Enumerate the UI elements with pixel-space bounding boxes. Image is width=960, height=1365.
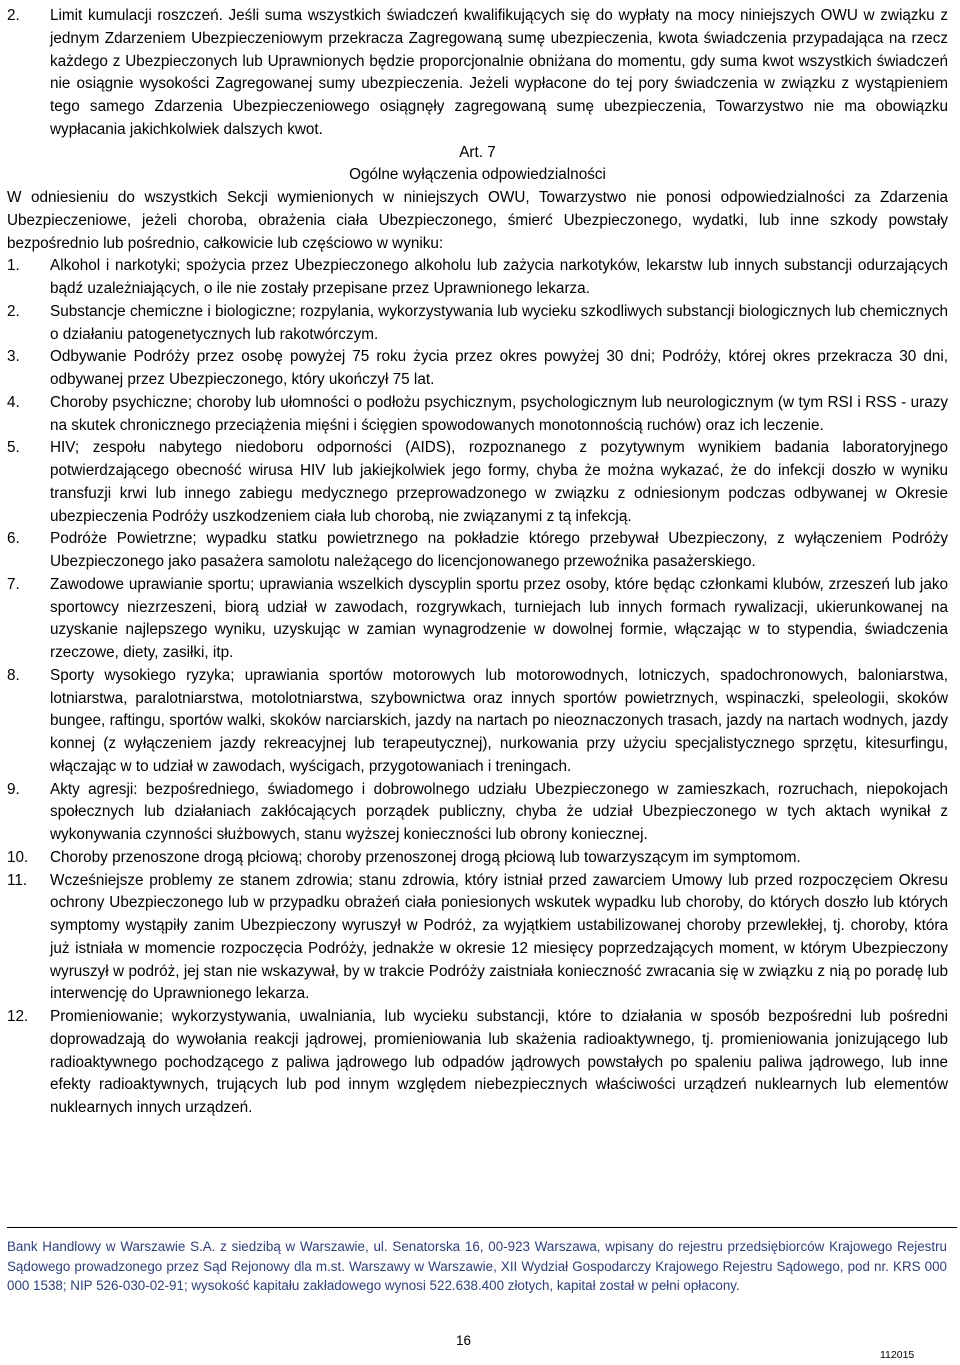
list-text: Promieniowanie; wykorzystywania, uwalniania, lub wycieku substancji, które to działania w sposób bezpośredni lub pośredni doprowadzają do wywołania reakcji jądrowej, promieniowania lub skażenia radioaktywnego, tj. promieniowania jonizującego lub radioaktywnego pochodzącego z paliwa jądrowego lub odpadów jądrowych powstałych po spaleniu paliwa jądrowego, lub inne efekty radioaktywnych, trujących lub pod innym względem niebezpiecznych właściwości urządzeń nuklearnych lub elementów nuklearnych innych urządzeń. bbox=[50, 1008, 948, 1116]
list-text: Odbywanie Podróży przez osobę powyżej 75 roku życia przez okres powyżej 30 dni; Podróży, której okres przekracza 30 dni, odbywanej przez Ubezpieczonego, który ukończył 75 lat. bbox=[50, 348, 948, 388]
document-code: 112015 bbox=[880, 1349, 915, 1361]
list-text: Choroby przenoszone drogą płciową; choroby przenoszonej drogą płciową lub towarzyszącym im symptomom. bbox=[50, 848, 801, 866]
list-item bbox=[7, 665, 948, 779]
exclusions-list bbox=[7, 255, 948, 1120]
article-intro: W odniesieniu do wszystkich Sekcji wymienionych w niniejszych OWU, Towarzystwo nie ponosi odpowiedzialności za Zdarzenia Ubezpieczeniowe, jeżeli choroba, obrażenia ciała Ubezpieczonego, śmierć Ubezpieczonego, wydatki, lub inne szkody powstały bezpośrednio lub pośrednio, całkowicie lub częściowo w wyniku: bbox=[7, 189, 948, 252]
article-number: Art. 7 bbox=[459, 143, 496, 161]
list-number: 10. bbox=[7, 848, 29, 866]
list-item bbox=[7, 1006, 948, 1120]
list-number: 9. bbox=[7, 780, 20, 798]
list-text: Substancje chemiczne i biologiczne; rozpylania, wykorzystywania lub wycieku szkodliwych substancji biologicznych lub chemicznych o działaniu patogenetycznych lub rakotwórczym. bbox=[50, 302, 948, 343]
list-number: 5. bbox=[7, 439, 20, 457]
footer-legal-info: Bank Handlowy w Warszawie S.A. z siedzibą w Warszawie, ul. Senatorska 16, 00-923 Warszawa, wpisany do rejestru przedsiębiorców Krajowego Rejestru Sądowego prowadzonego przez Sąd Rejonowy dla m.st. Warszawy w Warszawie, XII Wydział Gospodarczy Krajowego Rejestru Sądowego, pod nr. KRS 000 000 1538; NIP 526-030-02-91; wysokość kapitału zakładowego wynosi 522.638.400 złotych, kapitał został w pełni opłacony. bbox=[7, 1239, 947, 1293]
list-item bbox=[7, 437, 948, 528]
clause-cumulation-limit bbox=[7, 5, 948, 142]
footer-divider bbox=[7, 1227, 957, 1228]
list-item bbox=[7, 528, 948, 574]
list-text: Choroby psychiczne; choroby lub ułomności o podłożu psychicznym, psychologicznym lub neurologicznym (w tym RSI i RSS - urazy na skutek chronicznego przeciążenia mięśni i ścięgien spowodowanych monotonnością ruchów) oraz ich leczenie. bbox=[50, 393, 948, 434]
list-number: 2. bbox=[7, 7, 20, 24]
list-text: HIV; zespołu nabytego niedoboru odporności (AIDS), rozpoznanego z pozytywnym wynikiem badania laboratoryjnego potwierdzającego obecność wirusa HIV lub jakiejkolwiek jego formy, chyba że można wykazać, że do infekcji doszło w wyniku transfuzji krwi lub innego zabiegu medycznego przeprowadzonego w związku z odniesionym podczas odbywanej w Okresie ubezpieczenia Podróży uszkodzeniem ciała lub chorobą, nie związanymi z tą infekcją. bbox=[50, 439, 948, 525]
list-text: Akty agresji: bezpośredniego, świadomego i dobrowolnego udziału Ubezpieczonego w zamieszkach, rozruchach, niepokojach społecznych lub działaniach zakłócających porządek publiczny, chyba że udział Ubezpieczonego w tych aktach wynikał z wykonywania czynności służbowych, stanu wyższej konieczności lub obrony koniecznej. bbox=[50, 780, 948, 843]
list-item bbox=[7, 346, 948, 392]
list-item bbox=[7, 779, 948, 847]
list-number: 7. bbox=[7, 575, 20, 593]
list-text: Sporty wysokiego ryzyka; uprawiania sportów motorowych lub motorowodnych, lotniczych, spadochronowych, baloniarstwa, lotniarstwa, paralotniarstwa, motolotniarstwa, szybownictwa oraz innych sportów powietrznych, wspinaczki, speleologii, skoków bungee, raftingu, sportów walki, skoków narciarskich, jazdy na nartach po nieoznaczonych trasach, jazdy na nartach wodnych, jazdy konnej (z wyłączeniem jazdy rekreacyjnej lub terapeutycznej), nurkowania przy użyciu specjalistycznego sprzętu, kitesurfingu, włączając w to udział w zawodach, wyścigach, przygotowaniach i treningach. bbox=[50, 666, 948, 775]
list-number: 4. bbox=[7, 393, 20, 411]
list-text: Zawodowe uprawianie sportu; uprawiania wszelkich dyscyplin sportu przez osoby, które będąc członkami klubów, zrzeszeń lub jako sportowcy niezrzeszeni, biorą udział w zawodach, rozgrywkach, turniejach lub innych formach rywalizacji, ukierunkowanej na uzyskanie najlepszego wyniku, uzyskując w zamian wynagrodzenie w dowolnej formie, włączając w to stypendia, świadczenia rzeczowe, diety, zasiłki, itp. bbox=[50, 575, 948, 661]
list-item bbox=[7, 301, 948, 347]
article-title: Ogólne wyłączenia odpowiedzialności bbox=[349, 166, 606, 184]
list-number: 12. bbox=[7, 1008, 29, 1025]
list-item bbox=[7, 392, 948, 438]
list-text: Limit kumulacji roszczeń. Jeśli suma wszystkich świadczeń kwalifikujących się do wypłaty na mocy niniejszych OWU w związku z jednym Zdarzeniem Ubezpieczeniowym przekracza Zagregowaną sumę ubezpieczenia, kwota świadczenia przypadająca na rzecz każdego z Ubezpieczonych lub Uprawnionych będzie proporcjonalnie obniżana do momentu, gdy suma kwot wszystkich świadczeń nie osiągnie wysokości Zagregowanej sumy ubezpieczenia. Jeżeli wypłacone do tej pory świadczenia w związku z wystąpieniem tego samego Zdarzenia Ubezpieczeniowego osiągnęły zagregowaną sumę ubezpieczenia, Towarzystwo nie ma obowiązku wypłacania jakichkolwiek dalszych kwot. bbox=[50, 7, 948, 138]
list-number: 1. bbox=[7, 257, 20, 275]
list-item bbox=[7, 574, 948, 665]
list-number: 2. bbox=[7, 302, 20, 320]
list-item bbox=[7, 255, 948, 301]
list-text: Wcześniejsze problemy ze stanem zdrowia; stanu zdrowia, który istniał przed zawarciem Umowy lub przed rozpoczęciem Okresu ochrony Ubezpieczonego lub w przypadku obrażeń ciała poniesionych wskutek wypadku lub choroby, do których doszło lub których symptomy wystąpiły zanim Ubezpieczony wyruszył w Podróż, za wyjątkiem ustabilizowanej choroby przewlekłej, tj. choroby, która już istniała w momencie rozpoczęcia Podróży, jednakże w okresie 12 miesięcy poprzedzających moment, w którym Ubezpieczony wyruszył w podróż, jej stan nie wskazywał, by w trakcie Podróży zaistniała konieczność zwracania się w związku z nią po poradę lub interwencję do Uprawnionego lekarza. bbox=[50, 871, 948, 1003]
list-number: 6. bbox=[7, 530, 20, 548]
list-item bbox=[7, 870, 948, 1007]
list-number: 3. bbox=[7, 348, 20, 366]
list-text: Alkohol i narkotyki; spożycia przez Ubezpieczonego alkoholu lub zażycia narkotyków, lekarstw lub innych substancji odurzających bądź uzależniających, o ile nie zostały przepisane przez Uprawnionego lekarza. bbox=[50, 257, 948, 297]
page-number: 16 bbox=[456, 1333, 472, 1348]
document-body bbox=[7, 5, 948, 1120]
list-text: Podróże Powietrzne; wypadku statku powietrznego na pokładzie którego przebywał Ubezpieczony, z wyłączeniem Podróży Ubezpieczonego jako pasażera samolotu należącego do licencjonowanego przewoźnika pasażerskiego. bbox=[50, 530, 948, 570]
list-number: 11. bbox=[7, 871, 28, 889]
list-number: 8. bbox=[7, 666, 20, 684]
list-item bbox=[7, 847, 948, 870]
